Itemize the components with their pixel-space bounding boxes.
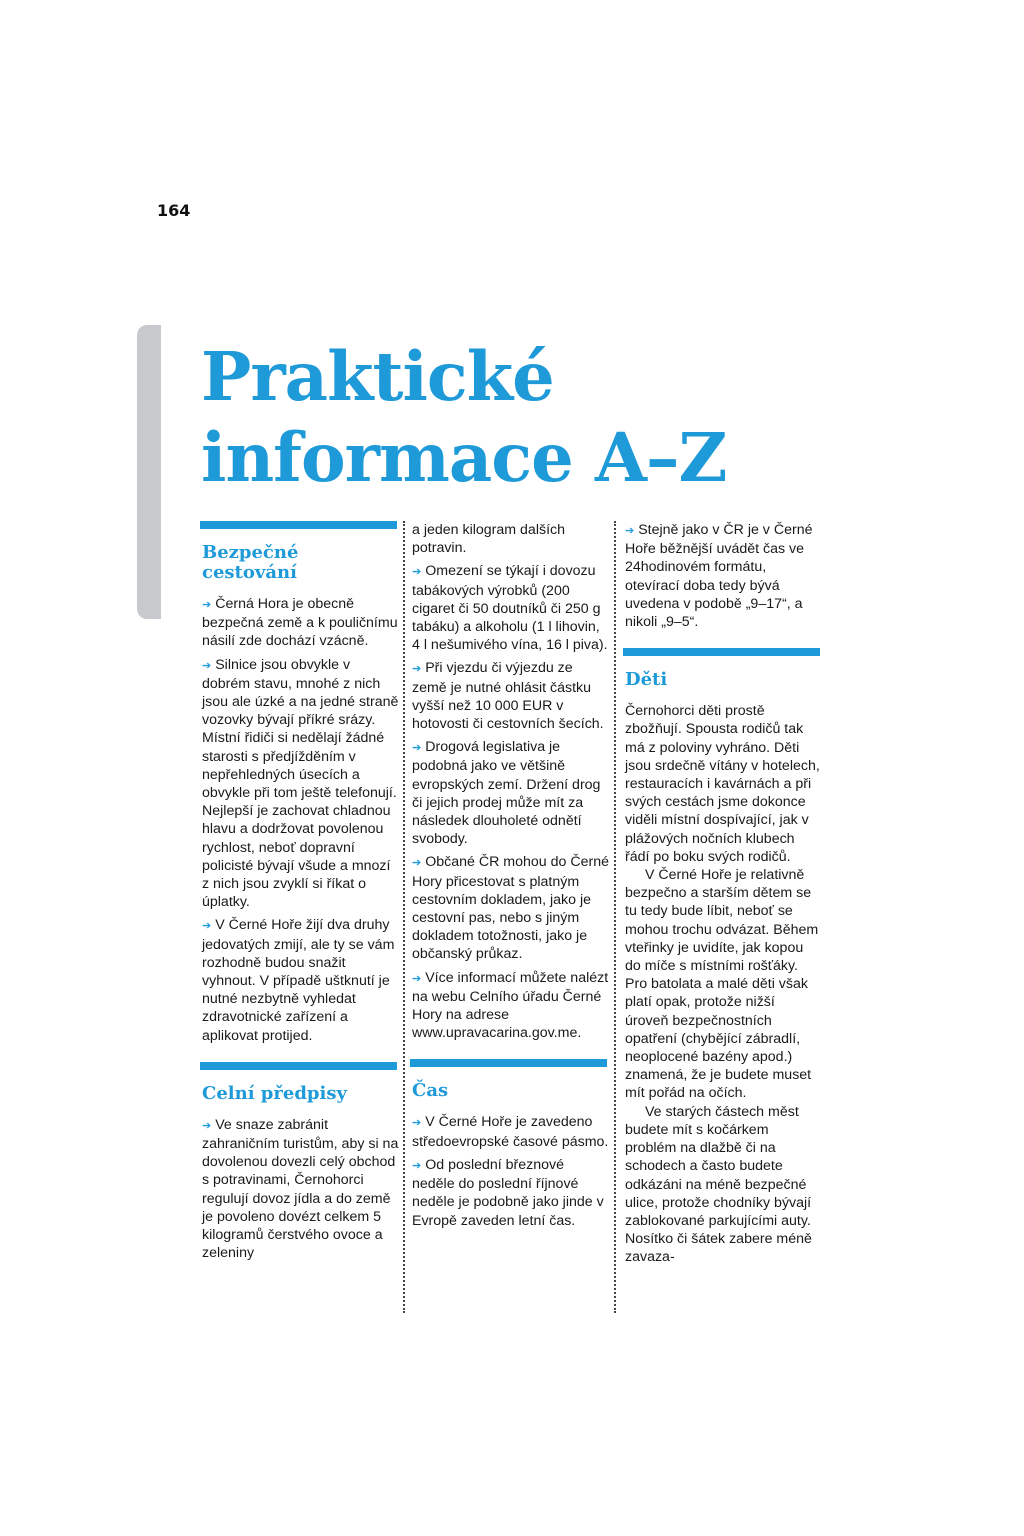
heading-line: Bezpečné	[202, 542, 299, 563]
section-heading-celni: Celní předpisy	[202, 1082, 347, 1104]
title-line-1: Praktické	[201, 337, 554, 416]
section-heading-deti: Děti	[625, 669, 668, 691]
paragraph: V Černé Hoře je relativně bezpečno a starším dětem se tu tedy bude líbit, neboť se mohou trochu odvázat. Během vteřinky je uvidíte, jak kopou do míče s místními rošťáky. Pro batolata a malé děti však platí opak, protože nižší úroveň bezpečnostních opatření (chybějící zábradlí, neoplocené bazény apod.) znamená, že je budete muset mít pořád na očích.	[625, 867, 819, 1102]
paragraph: Ve starých částech měst budete mít s kočárkem problém na dlažbě či na schodech a často budete odkázáni na méně bezpečné ulice, protože chodníky bývají zablokované parkujícími auty. Nosítko či šátek zabere méně zavaza-	[625, 1103, 812, 1266]
chapter-side-tab	[137, 325, 161, 619]
section-rule	[200, 1062, 397, 1070]
title-line-2: informace A–Z	[201, 418, 727, 497]
paragraph: ➔ Černá Hora je obecně bezpečná země a k pouličnímu násilí zde dochází vzácně.	[202, 595, 399, 651]
section-heading-cas: Čas	[412, 1080, 449, 1102]
page-title	[201, 336, 726, 498]
column-divider-1	[403, 521, 405, 1313]
paragraph: ➔ V Černé Hoře je zavedeno středoevropské časové pásmo.	[412, 1113, 609, 1150]
paragraph: ➔ Občané ČR mohou do Černé Hory přicestovat s platným cestovním dokladem, jako je cestovní pas, nebo s jiným dokladem totožnosti, jako je občanský průkaz.	[412, 853, 609, 963]
paragraph: ➔ Od poslední březnové neděle do poslední říjnové neděle je podobně jako jinde v Evropě zaveden letní čas.	[412, 1156, 609, 1230]
heading-line: cestování	[202, 562, 297, 583]
column-1	[202, 521, 399, 1263]
section-rule	[200, 521, 397, 529]
paragraph: ➔ Drogová legislativa je podobná jako ve většině evropských zemí. Držení drog či jejich prodej může mít za následek dlouholeté odnětí svobody.	[412, 738, 609, 848]
section-rule	[623, 648, 820, 656]
paragraph: a jeden kilogram dalších potravin.	[412, 522, 565, 557]
page-number: 164	[157, 201, 191, 220]
paragraph: ➔ Stejně jako v ČR je v Černé Hoře běžnější uvádět čas ve 24hodinovém formátu, otevírací doba tedy bývá uvedena v podobě „9–17“, a nikoli „9–5“.	[625, 521, 822, 631]
paragraph: ➔ Silnice jsou obvykle v dobrém stavu, mnohé z nich jsou ale úzké a na jedné straně vozovky bývají příkré srázy. Místní řidiči si nedělají žádné starosti s předjížděním v nepřehledných úsecích a obvykle při tom ještě telefonují. Nejlepší je zachovat chladnou hlavu a dodržovat povolenou rychlost, neboť dopravní policisté bývají všude a mnozí z nich jsou zvyklí si říkat o úplatky.	[202, 656, 399, 912]
paragraph: ➔ Při vjezdu či výjezdu ze země je nutné ohlásit částku vyšší než 10 000 EUR v hotovosti či cestovních šecích.	[412, 659, 609, 733]
paragraph: ➔ Více informací můžete nalézt na webu Celního úřadu Černé Hory na adrese www.upravacarina.gov.me.	[412, 969, 609, 1043]
paragraph: Černohorci děti prostě zbožňují. Spousta rodičů tak má z poloviny vyhráno. Děti jsou srdečně vítány v hotelech, restauracích i kavárnách a při svých cestách jsme dokonce viděli místní dospívající, jak v plážových nočních klubech řádí po boku svých rodičů.	[625, 703, 820, 865]
paragraph: ➔ Omezení se týkají i dovozu tabákových výrobků (200 cigaret či 50 doutníků či 250 g tabáku) a alkoholu (1 l lihovin, 4 l nešumivého vína, 16 l piva).	[412, 562, 609, 654]
column-2	[412, 521, 609, 1235]
paragraph: ➔ Ve snaze zabránit zahraničním turistům, aby si na dovolenou dovezli celý obchod s potravinami, Černohorci regulují dovoz jídla a do země je povoleno dovézt celkem 5 kilogramů čerstvého ovoce a zeleniny	[202, 1116, 399, 1263]
column-divider-2	[614, 521, 616, 1313]
section-rule	[410, 1059, 607, 1067]
section-heading-bezpecne	[202, 543, 399, 583]
paragraph: ➔ V Černé Hoře žijí dva druhy jedovatých zmijí, ale ty se vám rozhodně budou snažit vyhnout. V případě uštknutí je nutné nezbytně vyhledat zdravotnické zařízení a aplikovat protijed.	[202, 916, 399, 1044]
column-3	[625, 521, 822, 1267]
